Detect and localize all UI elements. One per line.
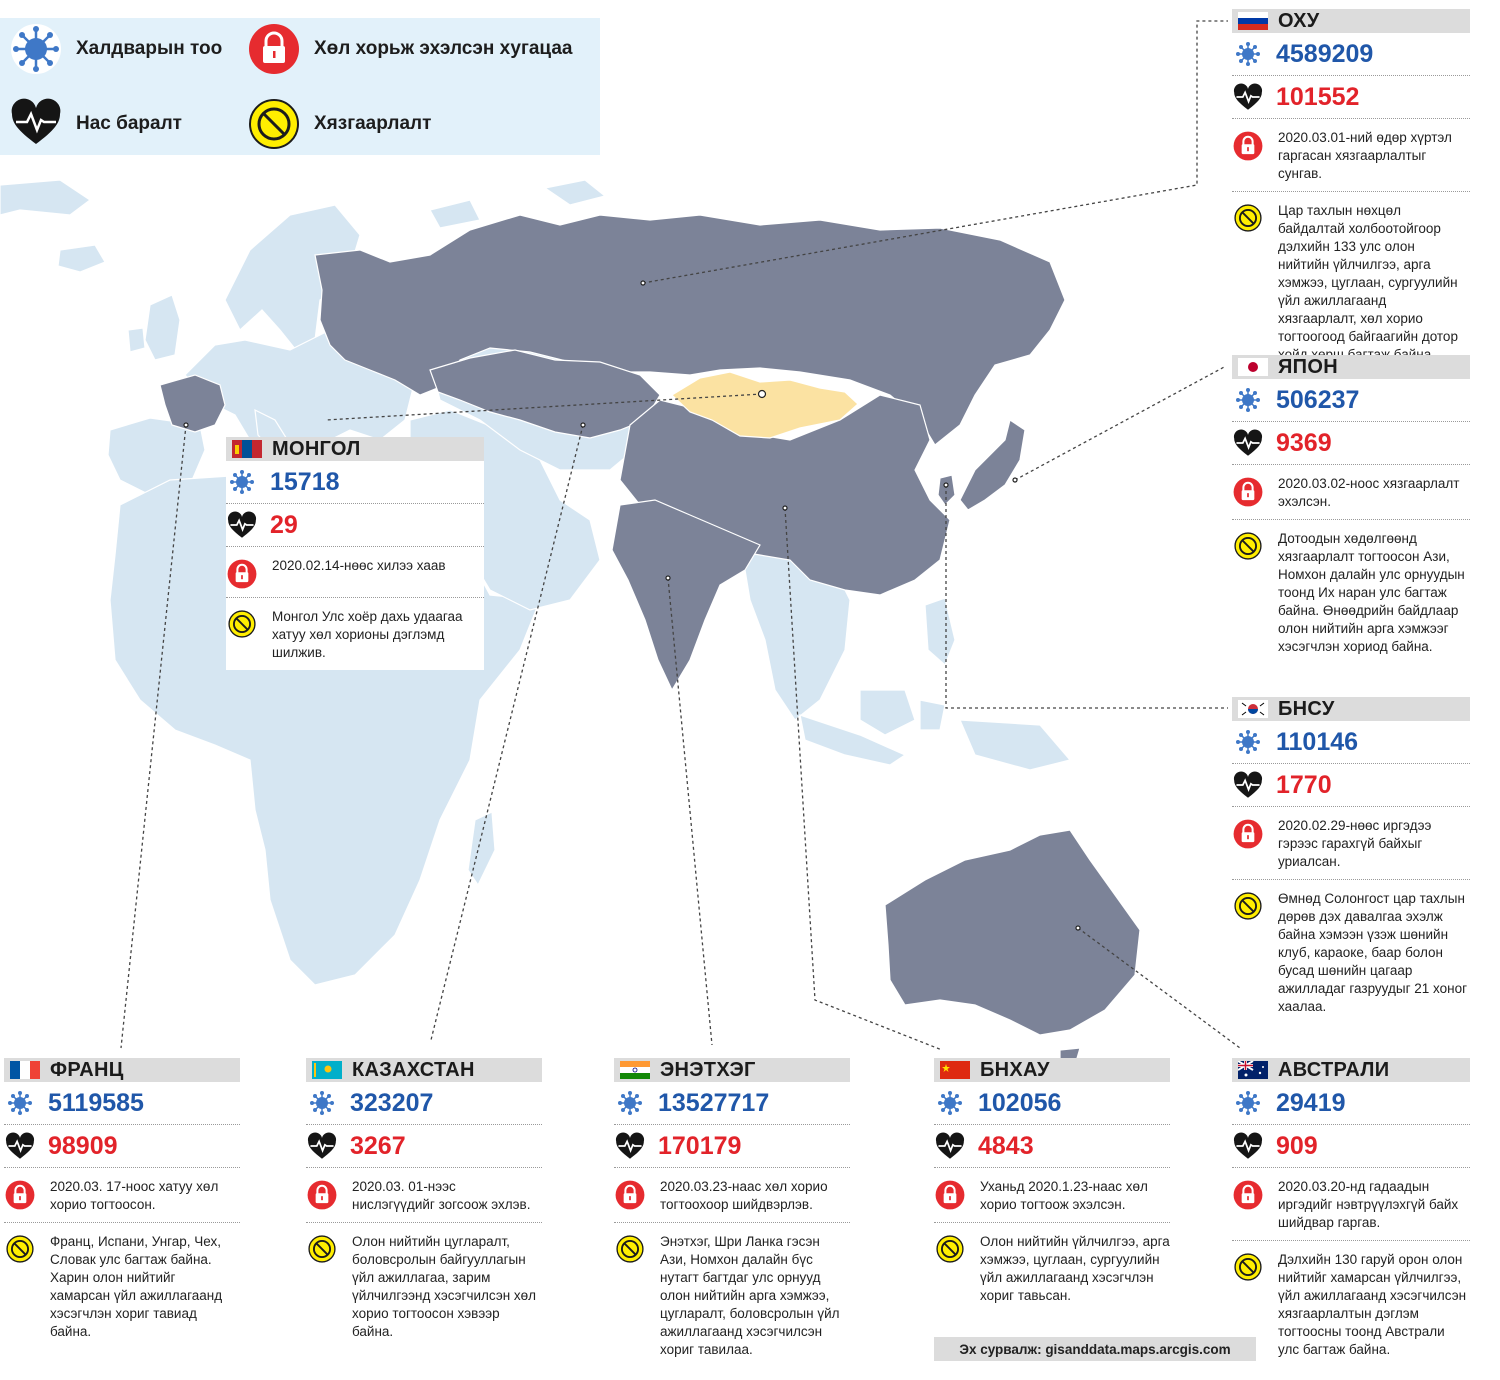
legend-lockdown-label: Хөл хорьж эхэлсэн хугацаа — [314, 38, 573, 59]
lock-icon — [1233, 131, 1263, 161]
heart-pulse-icon — [1233, 1132, 1263, 1160]
prohibited-icon — [228, 610, 256, 638]
cases-value: 323207 — [350, 1088, 434, 1117]
deaths-row — [1232, 76, 1470, 119]
china-flag — [940, 1061, 970, 1079]
prohibited-icon — [308, 1235, 336, 1263]
japan-flag — [1238, 358, 1268, 376]
deaths-value: 909 — [1276, 1131, 1318, 1160]
country-header — [1232, 355, 1470, 379]
lockdown-text: 2020.03. 01-нээс нислэгүүдийг зогсоож эхлэв. — [352, 1179, 531, 1212]
virus-icon — [1235, 1090, 1261, 1116]
restriction-row — [4, 1223, 240, 1349]
virus-icon — [617, 1090, 643, 1116]
country-name: ОХУ — [1278, 9, 1320, 32]
prohibited-icon — [6, 1235, 34, 1263]
cases-value: 4589209 — [1276, 39, 1374, 68]
prohibited-icon — [936, 1235, 964, 1263]
mongolia-flag — [232, 440, 262, 458]
cases-row — [226, 461, 484, 504]
lock-icon — [615, 1180, 645, 1210]
lock-icon — [5, 1180, 35, 1210]
kazakhstan-flag — [312, 1061, 342, 1079]
lock-icon — [248, 23, 300, 75]
lock-icon — [1233, 819, 1263, 849]
country-name: БНСУ — [1278, 697, 1335, 720]
country-name: МОНГОЛ — [272, 437, 361, 460]
deaths-value: 4843 — [978, 1131, 1034, 1160]
deaths-row — [4, 1125, 240, 1168]
restriction-row — [614, 1223, 850, 1367]
country-header — [614, 1058, 850, 1082]
restriction-text: Монгол Улс хоёр дахь удаагаа хатуу хөл хорионы дэглэмд шилжив. — [272, 609, 463, 660]
heart-pulse-icon — [1233, 429, 1263, 457]
lockdown-text: 2020.03.01-ний өдөр хүртэл гаргасан хязгаарлалтыг сунгав. — [1278, 130, 1452, 181]
australia-shape — [885, 830, 1140, 1035]
heart-pulse-icon — [615, 1132, 645, 1160]
prohibited-icon — [1234, 204, 1262, 232]
lockdown-text: Уханьд 2020.1.23-наас хөл хорио тогтоож эхэлсэн. — [980, 1179, 1148, 1212]
deaths-value: 1770 — [1276, 770, 1332, 799]
country-name: ЯПОН — [1278, 355, 1338, 378]
lockdown-row — [226, 547, 484, 598]
restriction-text: Дотоодын хөдөлгөөнд хязгаарлалт тогтоосон Ази, Номхон далайн улс орнуудын тоонд Их наран улс багтаж байна. Өнөөдрийн байдлаар олон нийтийн арга хэмжээг хэсэгчлэн хориод байна. — [1278, 531, 1465, 654]
prohibited-icon — [1234, 892, 1262, 920]
deaths-row — [934, 1125, 1170, 1168]
prohibited-icon — [248, 98, 300, 150]
deaths-row — [226, 504, 484, 547]
virus-icon — [1235, 387, 1261, 413]
country-card-cn — [934, 1058, 1170, 1313]
heart-pulse-icon — [10, 98, 62, 150]
lockdown-text: 2020.03.20-нд гадаадын иргэдийг нэвтрүүлэхгүй байх шийдвар гаргав. — [1278, 1179, 1459, 1230]
country-name: КАЗАХСТАН — [352, 1058, 475, 1081]
lockdown-text: 2020.03. 17-ноос хатуу хөл хорио тогтоосон. — [50, 1179, 219, 1212]
lock-icon — [227, 559, 257, 589]
lockdown-text: 2020.03.23-наас хөл хорио тогтоохоор шийдвэрлэв. — [660, 1179, 828, 1212]
restriction-row — [934, 1223, 1170, 1313]
country-header — [1232, 697, 1470, 721]
australia-flag — [1238, 1061, 1268, 1079]
country-header — [934, 1058, 1170, 1082]
cases-value: 506237 — [1276, 385, 1360, 414]
deaths-value: 170179 — [658, 1131, 742, 1160]
prohibited-icon — [1234, 532, 1262, 560]
russia-flag — [1238, 12, 1268, 30]
restriction-text: Цар тахлын нөхцөл байдалтай холбоотойгоор дэлхийн 133 улс олон нийтийн үйлчилгээ, арга хэмжээ, цуглаан, сургуулийн үйл ажиллагаанд хязгаарлалт, хөл хорио тогтоогоод байгаагийн дотор — [1278, 203, 1458, 344]
heart-pulse-icon — [1233, 771, 1263, 799]
virus-icon — [7, 1090, 33, 1116]
cases-row — [1232, 33, 1470, 76]
lock-icon — [1233, 1180, 1263, 1210]
country-card-mn — [226, 437, 484, 670]
virus-icon — [1235, 41, 1261, 67]
cases-value: 15718 — [270, 467, 340, 496]
country-header — [226, 437, 484, 461]
cases-value: 5119585 — [48, 1088, 144, 1117]
lockdown-row — [934, 1168, 1170, 1223]
lockdown-row — [4, 1168, 240, 1223]
legend — [0, 18, 600, 155]
country-header — [306, 1058, 542, 1082]
country-header — [1232, 9, 1470, 33]
legend-restrictions-label: Хязгаарлалт — [314, 113, 432, 134]
legend-deaths — [10, 98, 182, 150]
heart-pulse-icon — [307, 1132, 337, 1160]
virus-icon — [10, 23, 62, 75]
cases-row — [614, 1082, 850, 1125]
legend-lockdown — [248, 23, 572, 75]
lock-icon — [307, 1180, 337, 1210]
lockdown-row — [1232, 465, 1470, 520]
cases-value: 13527717 — [658, 1088, 770, 1117]
deaths-value: 9369 — [1276, 428, 1332, 457]
country-card-fr — [4, 1058, 240, 1349]
heart-pulse-icon — [1233, 83, 1263, 111]
restriction-text: Олон нийтийн үйлчилгээ, арга хэмжээ, цуглаан, сургуулийн үйл ажиллагаанд хэсэгчлэн хориг тавьсан. — [980, 1234, 1170, 1303]
country-header — [4, 1058, 240, 1082]
virus-icon — [1235, 729, 1261, 755]
cases-row — [934, 1082, 1170, 1125]
deaths-value: 29 — [270, 510, 298, 539]
country-card-in — [614, 1058, 850, 1367]
restriction-text: Дэлхийн 130 гаруй орон олон нийтийг хамарсан үйлчилгээ, үйл ажиллагаанд хэсэгчилсэн хязгаарлалтын дэглэм тогтоосны тоонд Австрали улс багтаж байна. — [1278, 1252, 1467, 1357]
lock-icon — [1233, 477, 1263, 507]
south-korea-flag — [1238, 700, 1268, 718]
deaths-row — [1232, 1125, 1470, 1168]
country-card-kz — [306, 1058, 542, 1349]
lockdown-text: 2020.02.14-нөөс хилээ хаав — [272, 558, 446, 573]
deaths-value: 101552 — [1276, 82, 1360, 111]
restriction-text: Франц, Испани, Унгар, Чех, Словак улс багтаж байна. Харин олон нийтийг хамарсан үйл ажиллагаанд хэсэгчлэн хориг тавиад байна. — [50, 1234, 223, 1339]
deaths-value: 3267 — [350, 1131, 406, 1160]
cases-value: 102056 — [978, 1088, 1062, 1117]
restriction-row — [1232, 880, 1470, 1024]
country-name: ФРАНЦ — [50, 1058, 124, 1081]
heart-pulse-icon — [227, 511, 257, 539]
prohibited-icon — [1234, 1253, 1262, 1281]
country-card-jp — [1232, 355, 1470, 664]
cases-row — [1232, 379, 1470, 422]
south-korea-shape — [938, 475, 955, 505]
legend-cases — [10, 23, 222, 75]
deaths-row — [1232, 764, 1470, 807]
restriction-row — [1232, 192, 1470, 372]
source-note: Эх сурвалж: gisanddata.maps.arcgis.com — [934, 1337, 1256, 1361]
legend-restrictions — [248, 98, 431, 150]
lockdown-row — [1232, 807, 1470, 880]
cases-value: 29419 — [1276, 1088, 1346, 1117]
restriction-row — [306, 1223, 542, 1349]
japan-shape — [960, 420, 1025, 510]
country-card-ru — [1232, 9, 1470, 372]
restriction-row — [1232, 1241, 1470, 1367]
country-card-au — [1232, 1058, 1470, 1367]
country-header — [1232, 1058, 1470, 1082]
cases-row — [1232, 1082, 1470, 1125]
country-name: АВСТРАЛИ — [1278, 1058, 1390, 1081]
lock-icon — [935, 1180, 965, 1210]
deaths-row — [306, 1125, 542, 1168]
restriction-text: Өмнөд Солонгост цар тахлын дөрөв дэх давалгаа эхэлж байна хэмээн үзэж шөнийн клуб, караоке, баар болон бусад шөнийн цагаар ажилладаг газруудыг 21 хоног хаалаа. — [1278, 891, 1467, 1014]
deaths-row — [614, 1125, 850, 1168]
india-flag — [620, 1061, 650, 1079]
restriction-row — [1232, 520, 1470, 664]
lockdown-text: 2020.02.29-нөөс иргэдээ гэрээс гарахгүй байхыг уриалсан. — [1278, 818, 1432, 869]
virus-icon — [937, 1090, 963, 1116]
virus-icon — [309, 1090, 335, 1116]
legend-deaths-label: Нас баралт — [76, 113, 182, 134]
cases-value: 110146 — [1276, 727, 1359, 756]
lockdown-row — [306, 1168, 542, 1223]
country-name: ЭНЭТХЭГ — [660, 1058, 756, 1081]
legend-cases-label: Халдварын тоо — [76, 38, 223, 59]
lockdown-row — [614, 1168, 850, 1223]
restriction-text: Энэтхэг, Шри Ланка гэсэн Ази, Номхон далайн бүс нутагт багтдаг улс орнууд олон нийтийн арга хэмжээ, цугларалт, боловсролын үйл ажиллагаанд хэсэгчилсэн хориг тавилаа. — [660, 1234, 840, 1357]
deaths-value: 98909 — [48, 1131, 118, 1160]
virus-icon — [229, 469, 255, 495]
lockdown-row — [1232, 1168, 1470, 1241]
lockdown-text: 2020.03.02-ноос хязгаарлалт эхэлсэн. — [1278, 476, 1460, 509]
deaths-row — [1232, 422, 1470, 465]
heart-pulse-icon — [935, 1132, 965, 1160]
cases-row — [306, 1082, 542, 1125]
prohibited-icon — [616, 1235, 644, 1263]
france-flag — [10, 1061, 40, 1079]
restriction-text: Олон нийтийн цугларалт, боловсролын байгууллагын үйл ажиллагаа, зарим үйлчилгээнд хэсэгчилсэн хөл хорио тогтоосон хэвээр байна. — [352, 1234, 537, 1339]
country-card-kr — [1232, 697, 1470, 1024]
cases-row — [4, 1082, 240, 1125]
lockdown-row — [1232, 119, 1470, 192]
country-name: БНХАУ — [980, 1058, 1050, 1081]
cases-row — [1232, 721, 1470, 764]
heart-pulse-icon — [5, 1132, 35, 1160]
restriction-row — [226, 598, 484, 670]
